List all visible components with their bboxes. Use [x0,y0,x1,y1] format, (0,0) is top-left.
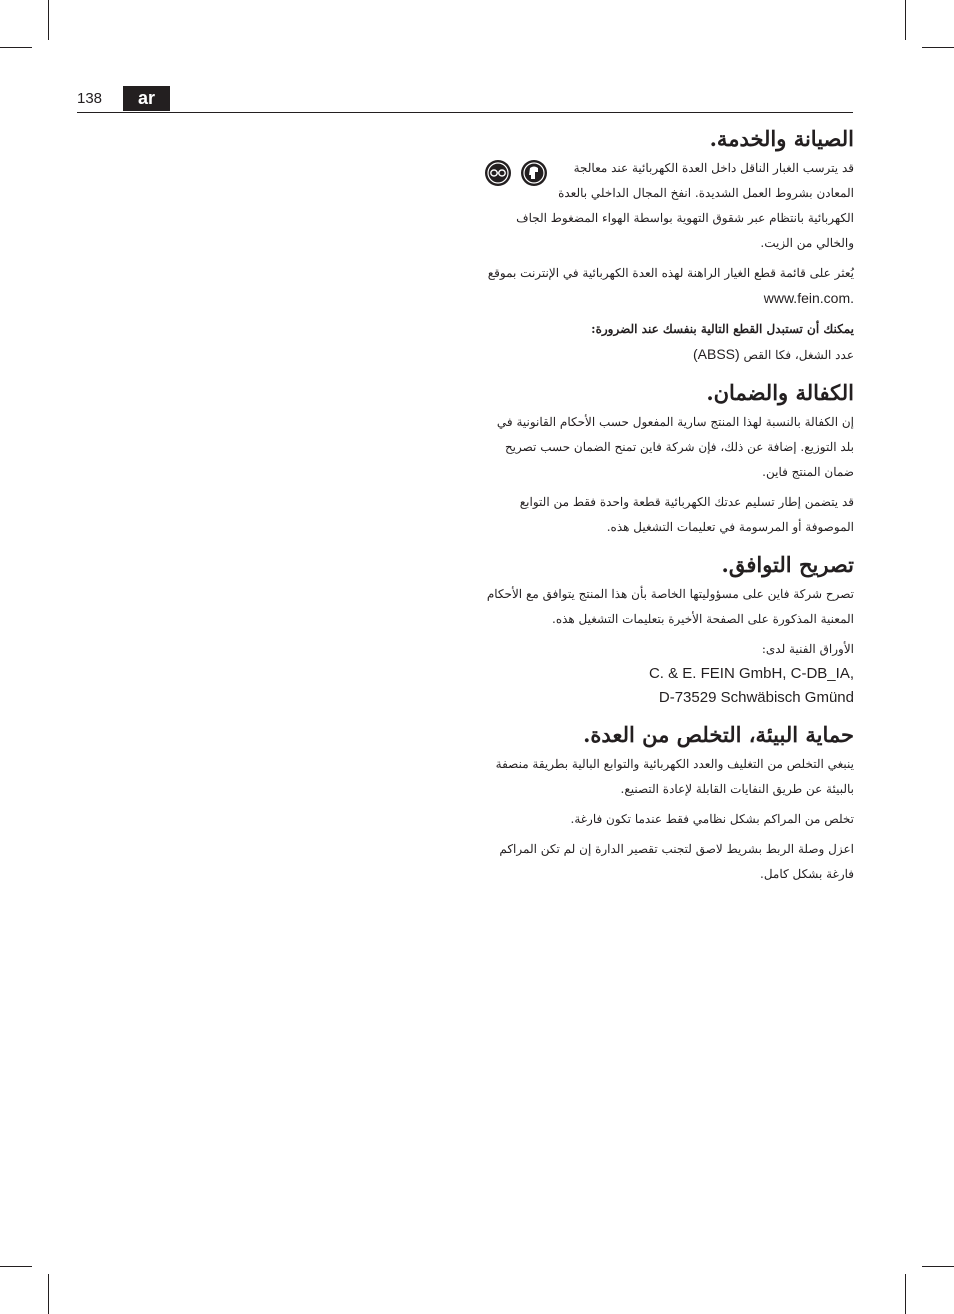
abss-code: (ABSS) [693,346,740,362]
language-tag: ar [123,86,170,111]
section-conformity [480,548,854,710]
conformity-paragraph-1: تصرح شركة فاين على مسؤوليتها الخاصة بأن هذا المنتج يتوافق مع الأحكام المعنية المذكورة على الصفحة الأخيرة بتعليمات التشغيل هذه. [486,587,854,626]
crop-mark [905,1274,906,1314]
maintenance-paragraph-2 [480,261,854,312]
fein-website-link[interactable]: www.fein.com. [763,290,854,306]
address-line-1: C. & E. FEIN GmbH, C-DB_IA, [648,665,854,682]
crop-mark [48,0,49,40]
crop-mark [922,47,954,48]
section-title: تصريح التوافق. [721,552,854,577]
header-rule [77,112,853,113]
section-title: الكفالة والضمان. [706,380,854,405]
environment-paragraph-3: اعزل وصلة الربط بشريط لاصق لتجنب تقصير الدارة إن لم تكن المراكم فارغة بشكل كامل. [499,842,854,881]
maintenance-paragraph-3: يمكنك أن تستبدل القطع التالية بنفسك عند الضرورة: [591,322,854,336]
section-warranty [480,376,854,540]
crop-mark [0,47,32,48]
environment-paragraph-2: تخلص من المراكم بشكل نظامي فقط عندما تكون فارغة. [570,812,854,826]
maintenance-paragraph-1: قد يترسب الغبار الناقل داخل العدة الكهربائية عند معالجة المعادن بشروط العمل الشديدة. انفخ المجال الداخلي بالعدة الكهربائية بانتظام عبر شقوق التهوية بواسطة الهواء المضغوط الجاف والخالي من الزيت. [516,161,854,250]
maintenance-paragraph-4 [480,342,854,368]
page-number: 138 [77,90,103,107]
warranty-paragraph-1: إن الكفالة بالنسبة لهذا المنتج سارية المفعول حسب الأحكام القانونية في بلد التوزيع. إضافة عن ذلك، فإن شركة فاين تمنح الضمان حسب تصريح ضمان المنتج فاين. [496,415,854,479]
warranty-paragraph-2: قد يتضمن إطار تسليم عدتك الكهربائية قطعة واحدة فقط من التوابع الموصوفة أو المرسومة في تعليمات التشغيل هذه. [519,495,854,534]
section-environment [480,718,854,887]
environment-paragraph-1: ينبغي التخلص من التغليف والعدد الكهربائية والتوابع البالية بطريقة منصفة بالبيئة عن طريق النفايات القابلة لإعادة التصنيع. [495,757,854,796]
crop-mark [48,1274,49,1314]
respirator-mask-icon [521,160,547,186]
crop-mark [0,1266,32,1267]
address-line-2: D-73529 Schwäbisch Gmünd [658,689,854,706]
crop-mark [905,0,906,40]
section-title: الصيانة والخدمة. [709,126,854,151]
maintenance-paragraph-2-text: يُعثر على قائمة قطع الغيار الراهنة لهذه العدة الكهربائية في الإنترنت بموقع [487,266,854,280]
section-title: حماية البيئة، التخلص من العدة. [583,722,854,747]
conformity-paragraph-2: الأوراق الفنية لدى: [761,642,854,656]
crop-mark [922,1266,954,1267]
safety-goggles-icon [485,160,511,186]
page-content [480,122,854,895]
replaceable-parts-text: عدد الشغل، فكا القص [743,348,854,362]
section-maintenance [480,122,854,368]
safety-icons [480,160,547,186]
